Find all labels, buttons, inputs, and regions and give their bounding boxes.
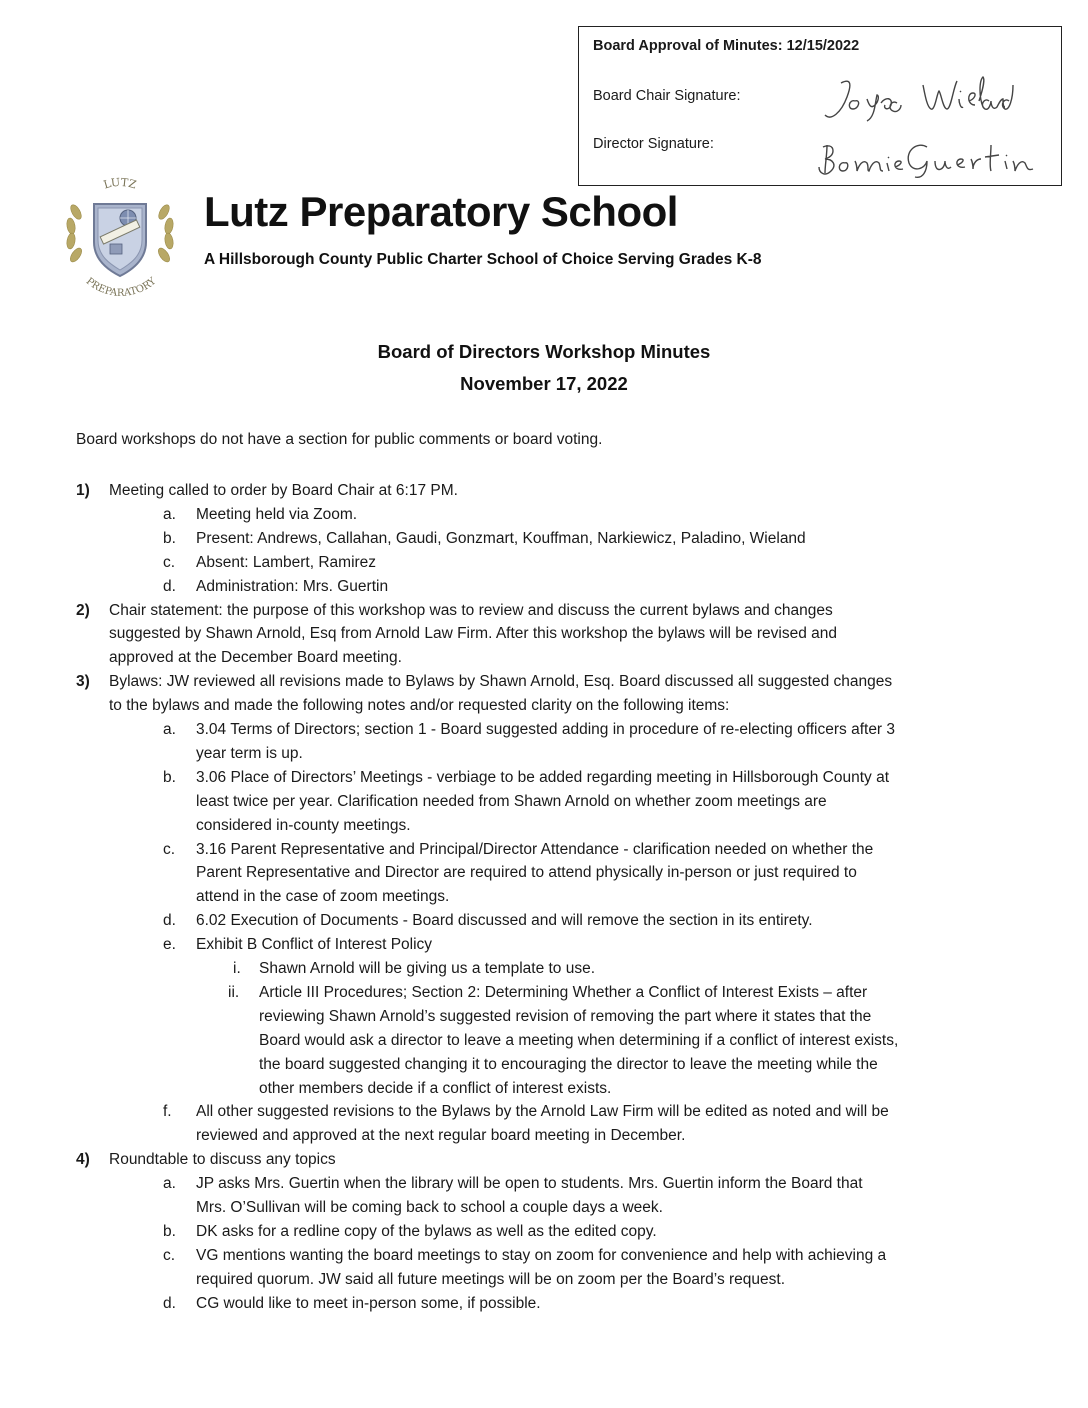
item-number: 2) [76,601,90,619]
subitem-text: JP asks Mrs. Guertin when the library will be open to students. Mrs. Guertin inform the Board that [196,1175,863,1193]
document-title: Board of Directors Workshop Minutes [377,341,711,362]
subitem-marker: c. [163,840,176,858]
svg-text:LUTZ [102,176,138,192]
chair-signature-label: Board Chair Signature: [593,88,741,104]
item-text: Roundtable to discuss any topics [109,1151,336,1169]
item-number: 4) [76,1151,90,1169]
subitem-marker: a. [163,1175,176,1193]
item-text: Bylaws: JW reviewed all revisions made to Bylaws by Shawn Arnold, Esq. Board discussed all suggested changes [109,673,893,691]
subitem-text: least twice per year. Clarification needed from Shawn Arnold on whether zoom meetings are [196,792,827,810]
approval-title: Board Approval of Minutes: 12/15/2022 [593,38,860,54]
subitem-text: DK asks for a redline copy of the bylaws as well as the edited copy. [196,1222,657,1240]
subitem-text: VG mentions wanting the board meetings to stay on zoom for convenience and help with achieving a [196,1246,887,1264]
school-tagline: A Hillsborough County Public Charter School of Choice Serving Grades K-8 [204,251,762,268]
subitem-text: Parent Representative and Director are required to attend physically in-person or just required to [196,864,857,882]
subsubitem-marker: i. [233,960,241,977]
item-number: 3) [76,673,90,691]
item-text: approved at the December Board meeting. [109,649,402,667]
subitem-marker: d. [163,577,176,595]
logo-top-text: LUTZ [102,176,138,192]
subitem-marker: a. [163,505,176,523]
subitem-text: Meeting held via Zoom. [196,505,358,523]
subitem-text: CG would like to meet in-person some, if possible. [196,1294,541,1312]
subsubitem-text: Article III Procedures; Section 2: Determining Whether a Conflict of Interest Exists – after [259,983,868,1001]
subitem-text: considered in-county meetings. [196,816,411,834]
subsubitem-text: Board would ask a director to leave a meeting when determining if a conflict of interest exists, [259,1031,899,1049]
subitem-marker: e. [163,936,176,954]
subitem-text: 3.04 Terms of Directors; section 1 - Board suggested adding in procedure of re-electing officers after 3 [196,721,896,738]
item-text: Meeting called to order by Board Chair at 6:17 PM. [109,482,458,499]
subsubitem-text: reviewing Shawn Arnold’s suggested revision of removing the part where it states that the [259,1007,872,1025]
subitem-text: Absent: Lambert, Ramirez [196,553,377,571]
subitem-text: 3.16 Parent Representative and Principal/Director Attendance - clarification needed on whether the [196,840,874,858]
logo-bottom-text: PREPARATORY [83,275,159,296]
intro-text: Board workshops do not have a section for public comments or board voting. [76,431,603,448]
subitem-text: Exhibit B Conflict of Interest Policy [196,936,433,954]
subitem-text: All other suggested revisions to the Bylaws by the Arnold Law Firm will be edited as noted and will be [196,1103,889,1121]
item-text: Chair statement: the purpose of this workshop was to review and discuss the current bylaws and changes [109,601,833,619]
subitem-text: required quorum. JW said all future meetings will be on zoom per the Board’s request. [196,1270,786,1288]
subitem-marker: a. [163,721,176,738]
subitem-text: 3.06 Place of Directors’ Meetings - verbiage to be added regarding meeting in Hillsborough County at [196,768,890,786]
subsubitem-text: other members decide if a conflict of interest exists. [259,1079,612,1097]
subitem-marker: d. [163,1294,176,1312]
school-name: Lutz Preparatory School [204,188,678,235]
school-logo [62,176,178,296]
subsubitem-text: the board suggested changing it to encouraging the director to leave the meeting while the [259,1055,878,1073]
subitem-text: 6.02 Execution of Documents - Board discussed and will remove the section in its entirety. [196,912,813,930]
subsubitem-text: Shawn Arnold will be giving us a template to use. [259,960,596,977]
subitem-text: Present: Andrews, Callahan, Gaudi, Gonzmart, Kouffman, Narkiewicz, Paladino, Wieland [196,529,806,547]
subitem-text: Administration: Mrs. Guertin [196,577,389,595]
item-number: 1) [76,482,90,499]
subitem-marker: f. [163,1103,172,1121]
subitem-marker: c. [163,553,176,571]
chair-signature [819,73,1029,129]
director-signature [815,137,1035,181]
subitem-text: year term is up. [196,744,303,762]
item-text: suggested by Shawn Arnold, Esq from Arnold Law Firm. After this workshop the bylaws will be revised and [109,625,837,643]
subitem-text: Mrs. O’Sullivan will be coming back to school a couple days a week. [196,1199,663,1216]
subitem-marker: b. [163,1222,176,1240]
subitem-marker: b. [163,768,176,786]
subitem-text: attend in the case of zoom meetings. [196,888,450,906]
subitem-marker: d. [163,912,176,930]
svg-text:PREPARATORY [84,276,159,296]
subitem-marker: c. [163,1246,176,1264]
document-date: November 17, 2022 [460,373,628,394]
subitem-text: reviewed and approved at the next regular board meeting in December. [196,1127,686,1145]
subitem-marker: b. [163,529,176,547]
subsubitem-marker: ii. [228,983,240,1001]
item-text: to the bylaws and made the following notes and/or requested clarity on the following items: [109,697,730,715]
director-signature-label: Director Signature: [593,136,714,152]
approval-box [578,26,1062,186]
